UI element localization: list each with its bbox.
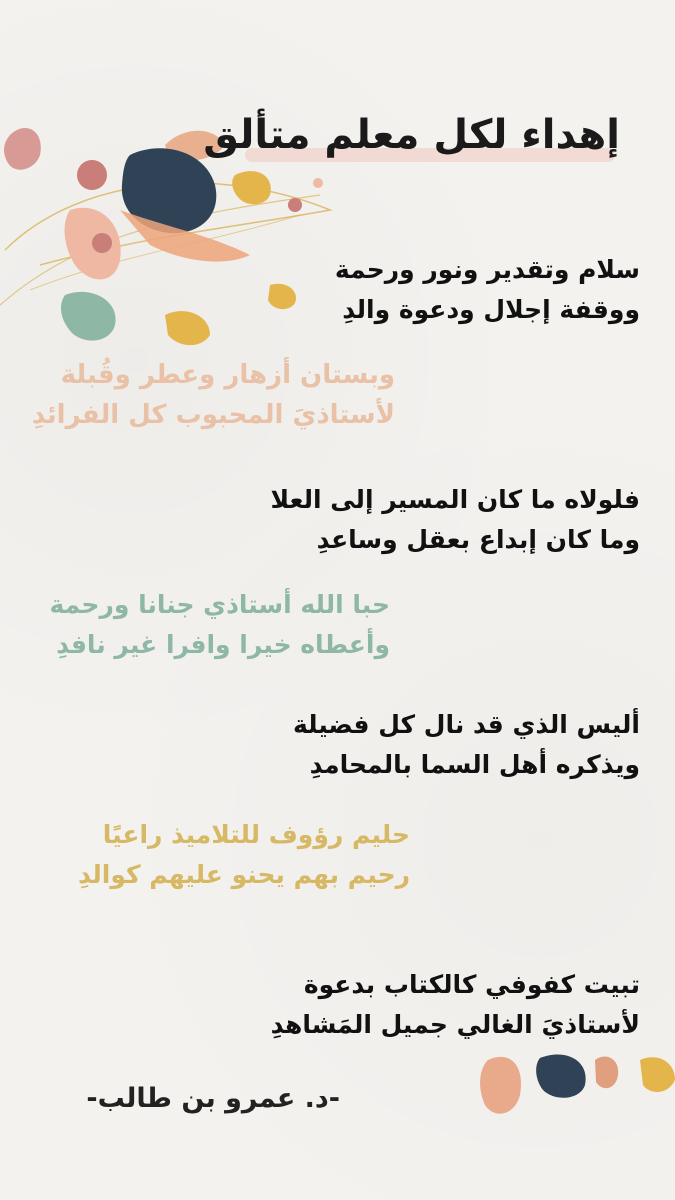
stanza-4 [50,585,391,665]
stanza-line: لأستاذيَ المحبوب كل الفرائدِ [31,400,395,430]
stanza-2 [32,355,395,435]
stanza-7 [271,965,640,1045]
stanza-line: وما كان إبداع بعقل وساعدِ [316,525,640,554]
stanza-5 [293,705,640,785]
stanza-line: أليس الذي قد نال كل فضيلة [292,710,640,739]
stanza-6 [78,815,410,895]
stanza-line: لأستاذيَ الغالي جميل المَشاهدِ [270,1010,640,1039]
signature: -د. عمرو بن طالب- [86,1083,340,1114]
stanza-line: ووقفة إجلال ودعوة والدِ [342,295,640,324]
stanza-1 [335,250,640,330]
stanza-line: حبا الله أستاذي جنانا ورحمة [49,590,390,619]
stanza-line: وأعطاه خيرا وافرا غير نافدِ [56,630,390,659]
stanza-line: وبستان أزهار وعطر وقُبلة [60,360,395,390]
stanza-3 [271,480,640,560]
page-title: إهداء لكل معلم متألق [203,112,620,158]
stanza-line: ويذكره أهل السما بالمحامدِ [309,750,640,779]
stanza-line: سلام وتقدير ونور ورحمة [334,255,640,284]
stanza-line: فلولاه ما كان المسير إلى العلا [270,485,640,514]
stanza-line: رحيم بهم يحنو عليهم كوالدِ [77,860,410,889]
stanza-line: تبيت كفوفي كالكتاب بدعوة [303,970,640,999]
stanza-line: حليم رؤوف للتلاميذ راعيًا [102,820,410,849]
watercolor-decoration-bottom [440,1040,675,1130]
